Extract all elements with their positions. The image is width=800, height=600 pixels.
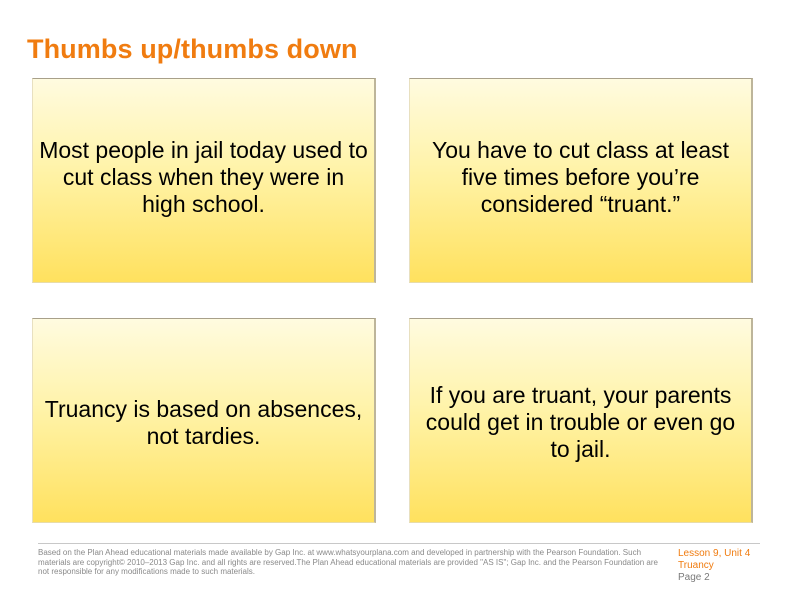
footer-divider [38,543,760,544]
page-number: Page 2 [678,572,710,583]
statement-card-2 [409,78,753,283]
topic-label: Truancy [678,560,714,571]
footer-lesson-info [678,548,788,584]
statement-text: You have to cut class at least five times before you’re considered “truant.” [431,137,730,217]
statement-text: Truancy is based on absences, not tardies. [44,395,363,449]
statement-card-3 [32,318,376,523]
statement-card-1 [32,78,376,283]
statement-text: If you are truant, your parents could get in trouble or even go to jail. [425,382,736,462]
statement-text: Most people in jail today used to cut class when they were in high school. [39,137,368,217]
slide-title: Thumbs up/thumbs down [27,34,358,64]
lesson-label: Lesson 9, Unit 4 [678,548,751,559]
footer-disclaimer: Based on the Plan Ahead educational materials made available by Gap Inc. at www.whatsyourplana.com and developed in partnership with the Pearson Foundation. Such materials are copyright© 2010–2013 Gap Inc. and all rights are reserved.The Plan Ahead educational materials are provided "AS IS"; Gap Inc. and the Pearson Foundation are not responsible for any modifications made to such materials. [38,548,658,576]
statement-card-4 [409,318,753,523]
